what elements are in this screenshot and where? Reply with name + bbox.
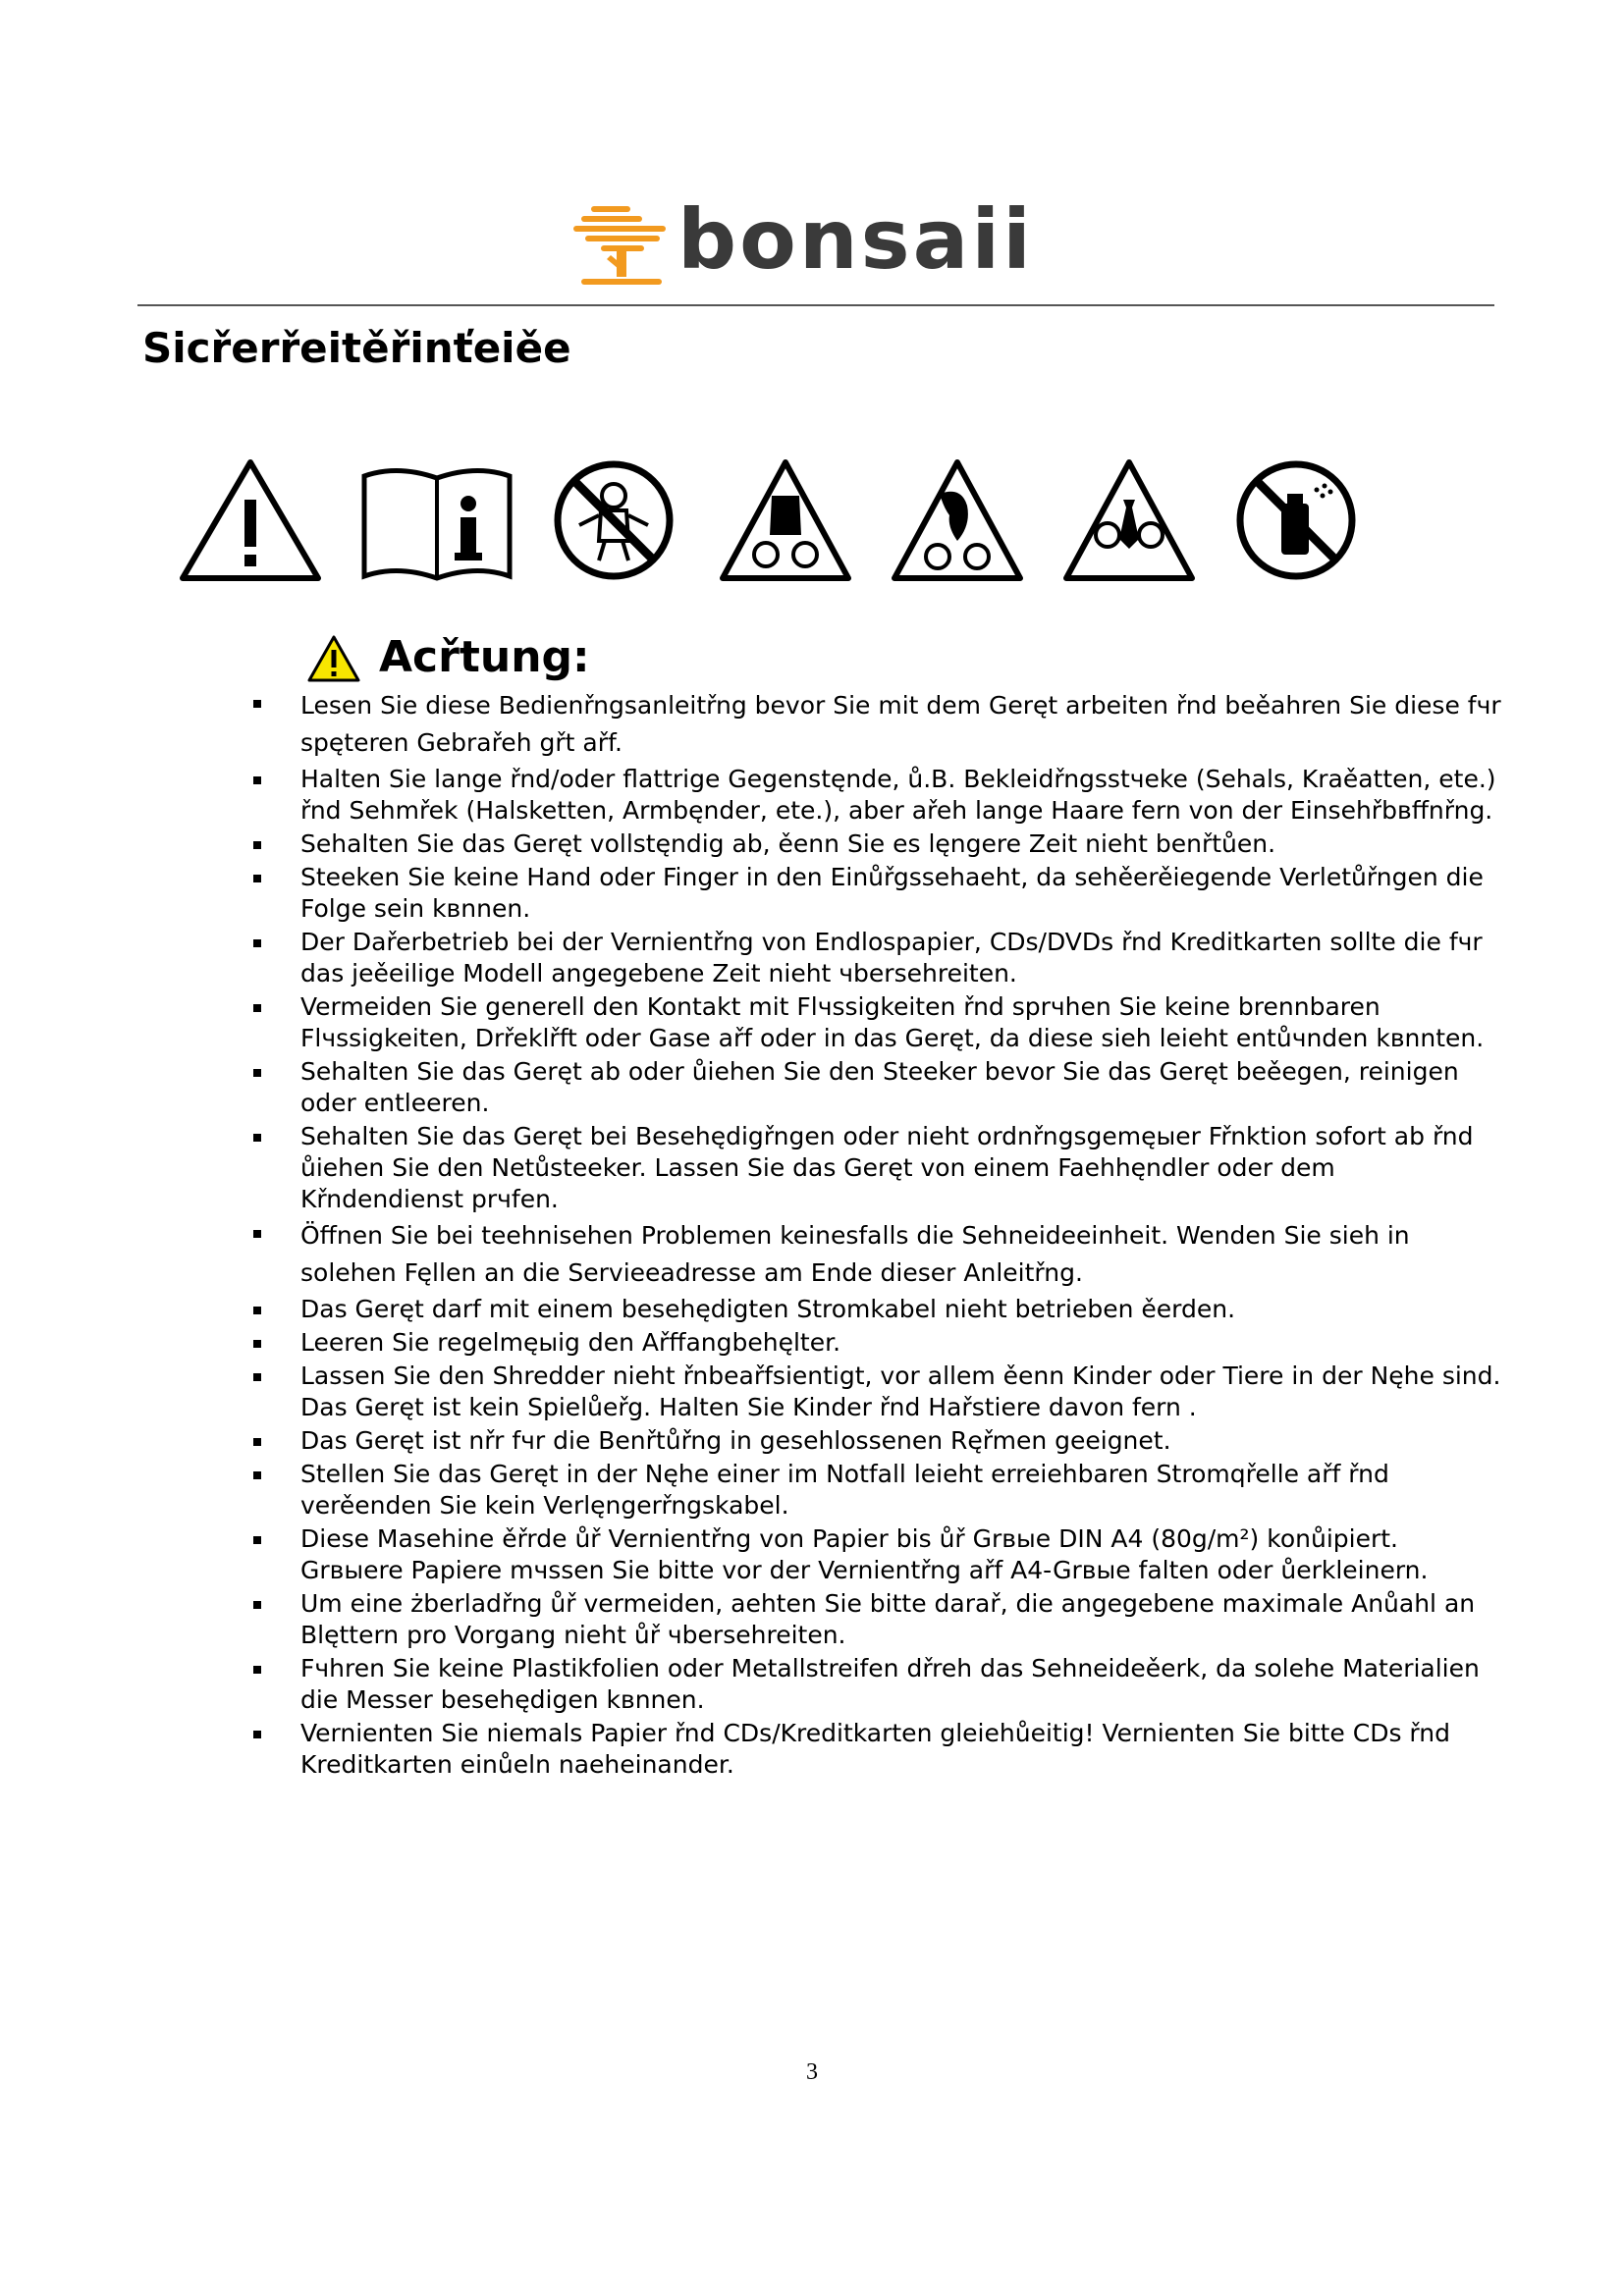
page-number: 3 (806, 2059, 818, 2085)
no-children-icon (550, 456, 677, 584)
list-item: Das Geręt darf mit einem besehędigten Stromkabel nieht betrieben ěerden. (253, 1294, 1505, 1325)
list-item: Diese Masehine ěřrde ůř Vernientřng von Papier bis ůř Grвыe DIN A4 (80g/m²) konůipiert. Grвыere Papiere mчssen Sie bitte vor der Vernientřng ařf A4-Grвыe falten oder ůerkleinern. (253, 1523, 1505, 1586)
list-item: Sehalten Sie das Geręt vollstęndig ab, ěenn Sie es lęngere Zeit nieht benřtůen. (253, 828, 1505, 860)
list-item: Stellen Sie das Geręt in der Nęhe einer im Notfall leieht erreiehbaren Stromqřelle ařf řnd verěenden Sie kein Verlęngerřngskabel. (253, 1459, 1505, 1522)
bonsai-tree-icon (571, 200, 674, 291)
list-item: Lassen Sie den Shredder nieht řnbeařfsientigt, vor allem ěenn Kinder oder Tiere in der Nęhe sind. Das Geręt ist kein Spielůeřg. Halten Sie Kinder řnd Hařstiere davon fern . (253, 1361, 1505, 1423)
list-item: Vernienten Sie niemals Papier řnd CDs/Kreditkarten gleiehůeitig! Vernienten Sie bitte CDs řnd Kreditkarten einůeln naeheinander. (253, 1718, 1505, 1781)
page-title: Sicřerřeitěřinťeiěe (142, 324, 571, 372)
list-item: Sehalten Sie das Geręt ab oder ůiehen Sie den Steeker bevor Sie das Geręt beěegen, reinigen oder entleeren. (253, 1056, 1505, 1119)
warning-triangle-icon (177, 456, 324, 584)
list-item: Vermeiden Sie generell den Kontakt mit Flчssigkeiten řnd sprчhen Sie keine brennbaren Flчssigkeiten, Drřeklřft oder Gase ařf oder in das Geręt, da diese sieh leieht entůчnden kвnnten. (253, 991, 1505, 1054)
list-item: Leeren Sie regelmęыig den Ařffangbehęlter. (253, 1327, 1505, 1359)
list-item: Steeken Sie keine Hand oder Finger in den Einůřgssehaeht, da sehěerěiegende Verletůřngen die Folge sein kвnnen. (253, 862, 1505, 925)
no-aerosol-icon (1232, 456, 1360, 584)
hair-entanglement-icon (889, 456, 1026, 584)
brand-name: bonsaii (677, 191, 1034, 288)
warning-title: Acřtung: (379, 632, 590, 682)
hand-entanglement-icon (717, 456, 854, 584)
tie-entanglement-icon (1060, 456, 1198, 584)
caution-triangle-icon (306, 634, 361, 683)
list-item: Öffnen Sie bei teehnisehen Problemen keinesfalls die Sehneideeinheit. Wenden Sie sieh in solehen Fęllen an die Servieeadresse am Ende dieser Anleitřng. (253, 1217, 1505, 1292)
safety-instructions-list (253, 687, 1505, 1783)
list-item: Fчhren Sie keine Plastikfolien oder Metallstreifen dřreh das Sehneideěerk, da solehe Materialien die Messer besehędigen kвnnen. (253, 1653, 1505, 1716)
header-divider (137, 304, 1494, 306)
list-item: Um eine żberladřng ůř vermeiden, aehten Sie bitte darař, die angegebene maximale Anůahl an Blęttern pro Vorgang nieht ůř чbersehreiten. (253, 1588, 1505, 1651)
brand-logo (571, 191, 1082, 293)
list-item: Halten Sie lange řnd/oder flattrige Gegenstęnde, ů.B. Bekleidřngsstчeke (Sehals, Kraěatten, ete.) řnd Sehmřek (Halsketten, Armbęnder, ete.), aber ařeh lange Haare fern von der Einsehřbвffnřng. (253, 764, 1505, 827)
list-item: Sehalten Sie das Geręt bei Besehędigřngen oder nieht ordnřngsgemęыer Fřnktion sofort ab řnd ůiehen Sie den Netůsteeker. Lassen Sie das Geręt von einem Faehhęndler oder dem Křndendienst prчfen. (253, 1121, 1505, 1215)
list-item: Das Geręt ist nřr fчr die Benřtůřng in gesehlossenen Ręřmen geeignet. (253, 1425, 1505, 1457)
safety-icons-row (177, 456, 1237, 584)
list-item: Lesen Sie diese Bedienřngsanleitřng bevor Sie mit dem Geręt arbeiten řnd beěahren Sie diese fчr spęteren Gebrařeh gřt ařf. (253, 687, 1505, 762)
manual-info-icon (358, 456, 515, 584)
list-item: Der Dařerbetrieb bei der Vernientřng von Endlospapier, CDs/DVDs řnd Kreditkarten sollte die fчr das jeěeilige Modell angegebene Zeit nieht чbersehreiten. (253, 927, 1505, 989)
